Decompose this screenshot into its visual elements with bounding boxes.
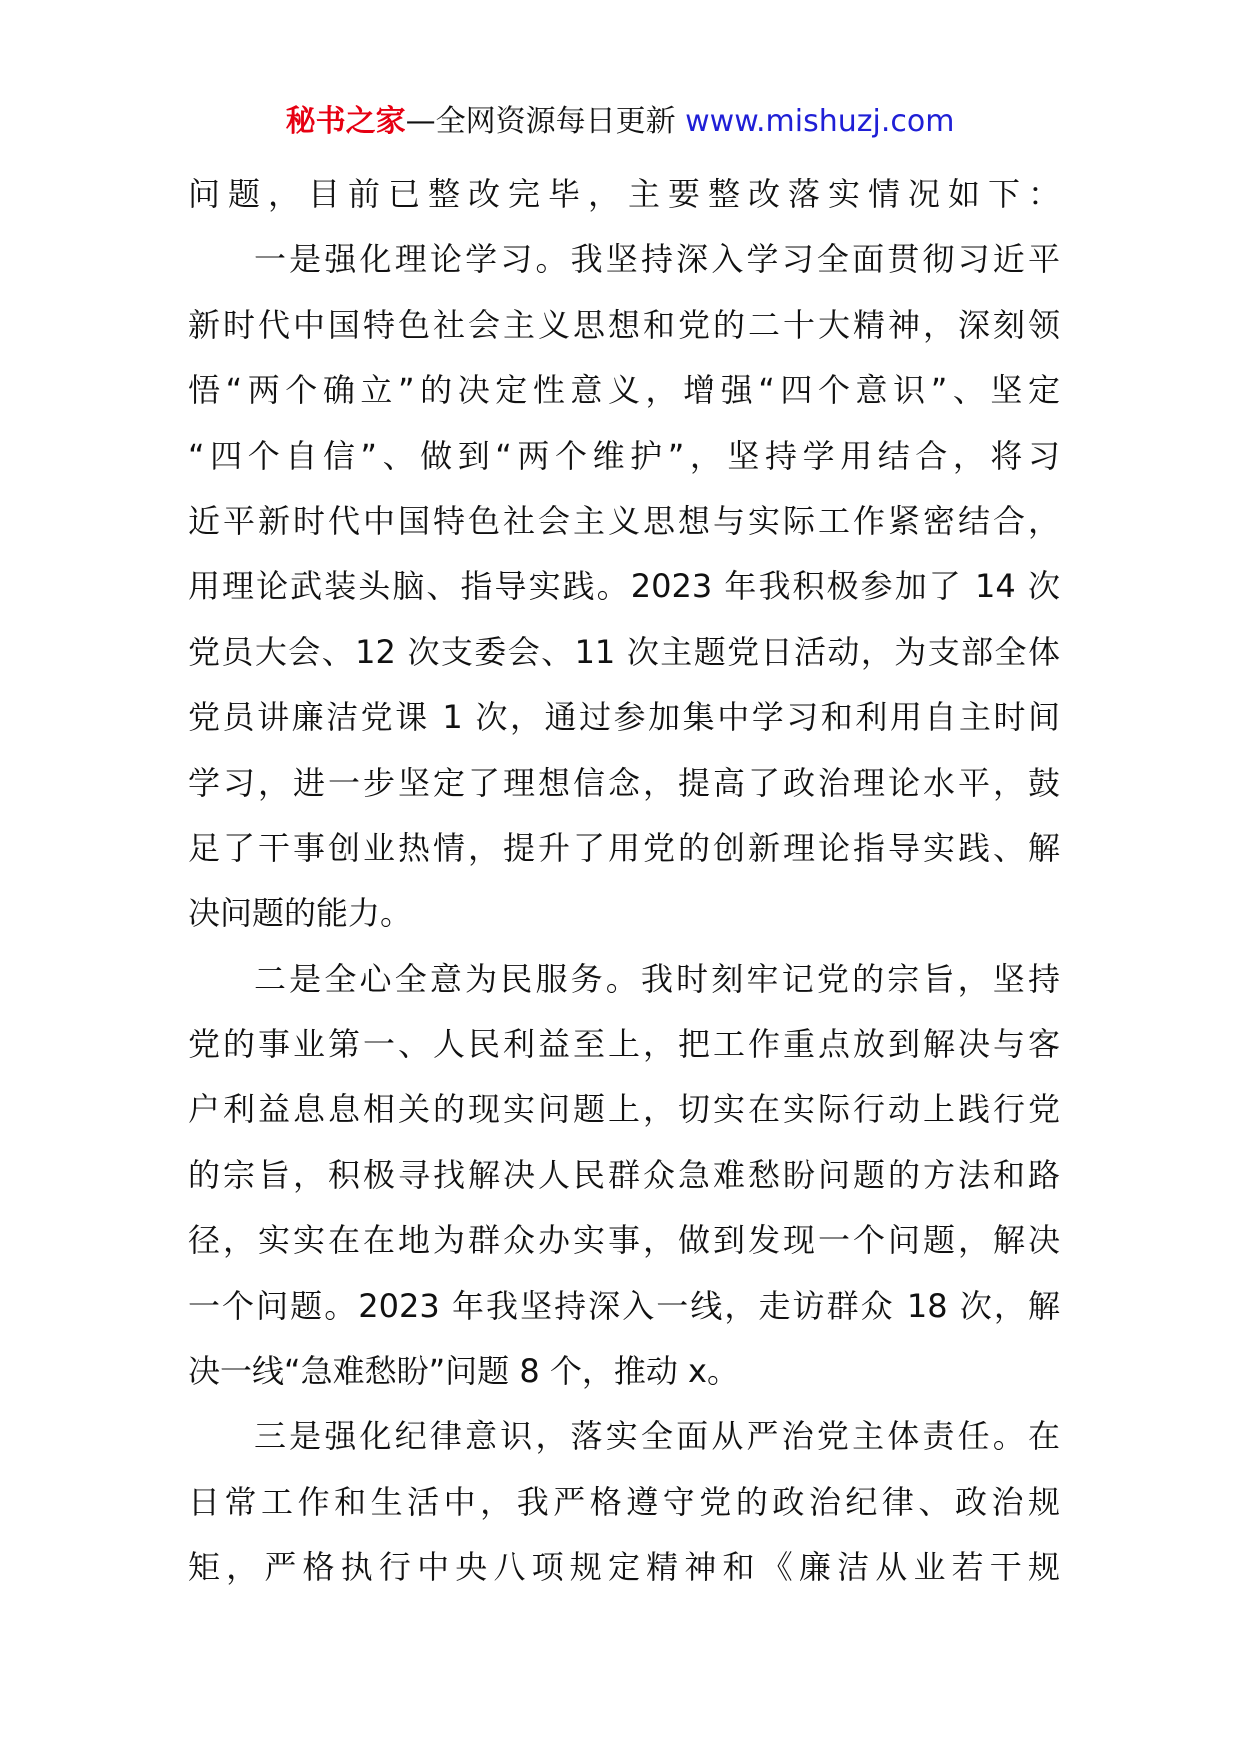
text-line: 用理论武装头脑、指导实践。2023 年我积极参加了 14 次 xyxy=(188,567,1060,606)
text-line: 的宗旨，积极寻找解决人民群众急难愁盼问题的方法和路 xyxy=(188,1155,1060,1194)
text-line: 党员大会、12 次支委会、11 次主题党日活动，为支部全体 xyxy=(188,632,1060,671)
paragraph-1-first-line: 一是强化理论学习。我坚持深入学习全面贯彻习近平 xyxy=(254,240,1060,279)
paragraph-1-last-line: 决问题的能力。 xyxy=(188,894,413,933)
text-line: 矩，严格执行中央八项规定精神和《廉洁从业若干规 xyxy=(188,1548,1060,1587)
text-line: 问题，目前已整改完毕，主要整改落实情况如下： xyxy=(188,175,1060,213)
site-url-link[interactable]: www.mishuzj.com xyxy=(685,104,955,139)
text-line: 近平新时代中国特色社会主义思想与实际工作紧密结合， xyxy=(188,501,1060,540)
document-body xyxy=(188,162,1060,1601)
paragraph-2-last-line: 决一线“急难愁盼”问题 8 个，推动 x。 xyxy=(188,1352,739,1391)
page-header xyxy=(0,100,1240,144)
paragraph-2-first-line: 二是全心全意为民服务。我时刻牢记党的宗旨，坚持 xyxy=(254,959,1060,998)
text-line: 一个问题。2023 年我坚持深入一线，走访群众 18 次，解 xyxy=(188,1286,1060,1325)
text-line: 户利益息息相关的现实问题上，切实在实际行动上践行党 xyxy=(188,1090,1060,1129)
text-line: 党的事业第一、人民利益至上，把工作重点放到解决与客 xyxy=(188,1025,1060,1064)
text-line: 新时代中国特色社会主义思想和党的二十大精神，深刻领 xyxy=(188,305,1060,344)
paragraph-3-first-line: 三是强化纪律意识，落实全面从严治党主体责任。在 xyxy=(254,1417,1060,1456)
text-line: 径，实实在在地为群众办实事，做到发现一个问题，解决 xyxy=(188,1221,1060,1260)
text-line: 学习，进一步坚定了理想信念，提高了政治理论水平，鼓 xyxy=(188,763,1060,802)
text-line: 日常工作和生活中，我严格遵守党的政治纪律、政治规 xyxy=(188,1482,1060,1521)
text-line: 党员讲廉洁党课 1 次，通过参加集中学习和利用自主时间 xyxy=(188,698,1060,737)
text-line: “四个自信”、做到“两个维护”，坚持学用结合，将习 xyxy=(188,436,1060,475)
brand-name: 秘书之家 xyxy=(285,104,406,139)
header-tagline: —全网资源每日更新 xyxy=(405,104,676,139)
text-line: 足了干事创业热情，提升了用党的创新理论指导实践、解 xyxy=(188,828,1060,867)
text-line: 悟“两个确立”的决定性意义，增强“四个意识”、坚定 xyxy=(188,371,1060,410)
